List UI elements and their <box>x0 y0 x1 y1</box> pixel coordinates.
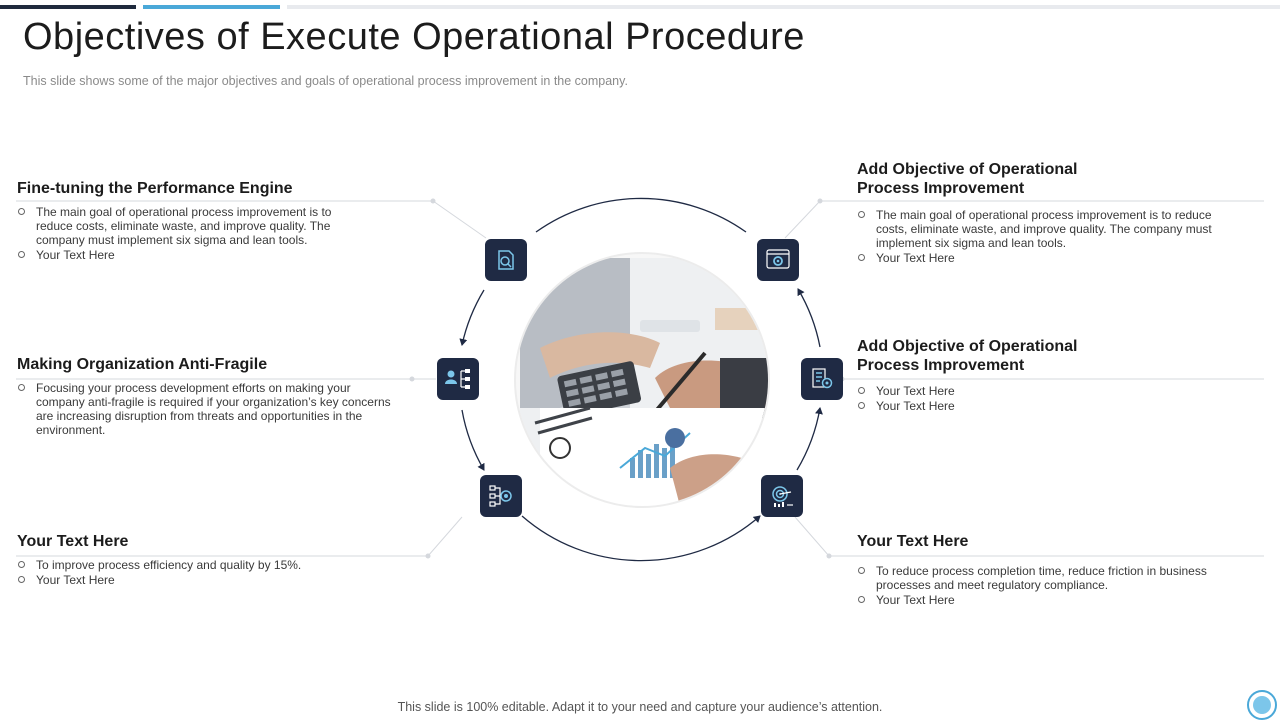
left-objective-1 <box>17 179 347 263</box>
left-objective-3-title: Your Text Here <box>17 533 129 550</box>
bullet-item: The main goal of operational process improvement is to reduce costs, eliminate waste, and improve quality. The company must implement six sigma and lean tools. <box>17 205 347 247</box>
center-photo <box>514 252 770 508</box>
bullet-item: To reduce process completion time, reduce friction in business processes and meet regulatory compliance. <box>857 564 1222 592</box>
corner-badge-icon <box>1247 690 1277 720</box>
left-objective-2-bullets <box>17 381 397 437</box>
right-objective-2-bullets <box>857 384 1222 413</box>
process-flow-icon[interactable] <box>480 475 522 517</box>
bullet-item: Focusing your process development efforts on making your company anti-fragile is required if your organization’s key concerns are increasing disruption from threats and opportunities in the environment. <box>17 381 397 437</box>
left-objective-2 <box>17 355 397 438</box>
team-hierarchy-icon[interactable] <box>437 358 479 400</box>
report-gear-icon[interactable] <box>801 358 843 400</box>
desk-photo-illustration <box>520 258 768 506</box>
bullet-item: The main goal of operational process improvement is to reduce costs, eliminate waste, and improve quality. The company must implement six sigma and lean tools. <box>857 208 1222 250</box>
target-chart-icon[interactable] <box>761 475 803 517</box>
left-objective-1-bullets <box>17 205 347 262</box>
bullet-item: Your Text Here <box>857 251 1222 265</box>
document-search-icon[interactable] <box>485 239 527 281</box>
bullet-item: Your Text Here <box>17 248 347 262</box>
browser-settings-icon[interactable] <box>757 239 799 281</box>
left-objective-2-title: Making Organization Anti-Fragile <box>17 356 268 373</box>
left-objective-3 <box>17 532 397 588</box>
right-objective-3 <box>857 532 1222 608</box>
bullet-item: Your Text Here <box>857 593 1222 607</box>
bullet-item: To improve process efficiency and quality by 15%. <box>17 558 397 572</box>
bullet-item: Your Text Here <box>857 399 1222 413</box>
left-objective-3-bullets <box>17 558 397 587</box>
right-objective-1 <box>857 160 1222 266</box>
right-objective-3-bullets <box>857 564 1222 607</box>
slide-title: Objectives of Execute Operational Procedure <box>23 16 805 58</box>
slide-footer: This slide is 100% editable. Adapt it to your need and capture your audience’s attention. <box>397 700 883 714</box>
right-objective-2-title: Add Objective of Operational Process Improvement <box>857 338 1078 374</box>
right-objective-1-title: Add Objective of Operational Process Improvement <box>857 161 1078 197</box>
right-objective-2 <box>857 337 1222 414</box>
bullet-item: Your Text Here <box>857 384 1222 398</box>
right-objective-1-bullets <box>857 208 1222 265</box>
slide-subtitle: This slide shows some of the major objectives and goals of operational process improvement in the company. <box>23 74 628 88</box>
left-objective-1-title: Fine-tuning the Performance Engine <box>17 180 293 197</box>
right-objective-3-title: Your Text Here <box>857 533 969 550</box>
bullet-item: Your Text Here <box>17 573 397 587</box>
